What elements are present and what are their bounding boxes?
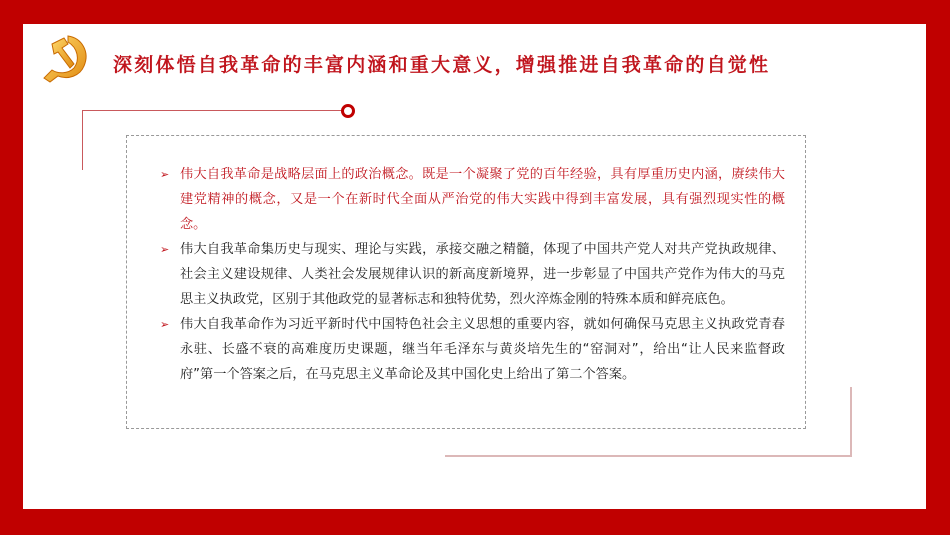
decor-line	[850, 387, 852, 457]
bullet-text: 伟大自我革命集历史与现实、理论与实践，承接交融之精髓，体现了中国共产党人对共产党执政规律、社会主义建设规律、人类社会发展规律认识的新高度新境界，进一步彰显了中国共产党作为伟大的马克思主义执政党，区别于其他政党的显著标志和独特优势，烈火淬炼金刚的特殊本质和鲜亮底色。	[180, 242, 785, 307]
bullet-text: 伟大自我革命作为习近平新时代中国特色社会主义思想的重要内容，就如何确保马克思主义执政党青春永驻、长盛不衰的高难度历史课题，继当年毛泽东与黄炎培先生的“窑洞对”，给出“让人民来监督政府”第一个答案之后，在马克思主义革命论及其中国化史上给出了第二个答案。	[180, 317, 785, 382]
decor-line	[445, 455, 852, 457]
list-item	[160, 237, 785, 312]
list-item	[160, 162, 785, 237]
arrow-bullet-icon: ➢	[160, 243, 170, 256]
arrow-bullet-icon: ➢	[160, 318, 170, 331]
party-emblem-icon	[38, 30, 94, 86]
decor-ring	[341, 104, 355, 118]
decor-line	[82, 110, 83, 170]
bullet-list	[160, 162, 785, 387]
arrow-bullet-icon: ➢	[160, 168, 170, 181]
page-title: 深刻体悟自我革命的丰富内涵和重大意义，增强推进自我革命的自觉性	[113, 54, 771, 76]
bullet-text: 伟大自我革命是战略层面上的政治概念。既是一个凝聚了党的百年经验，具有厚重历史内涵，赓续伟大建党精神的概念，又是一个在新时代全面从严治党的伟大实践中得到丰富发展，具有强烈现实性的概念。	[180, 167, 785, 232]
list-item	[160, 312, 785, 387]
decor-line	[82, 110, 342, 111]
